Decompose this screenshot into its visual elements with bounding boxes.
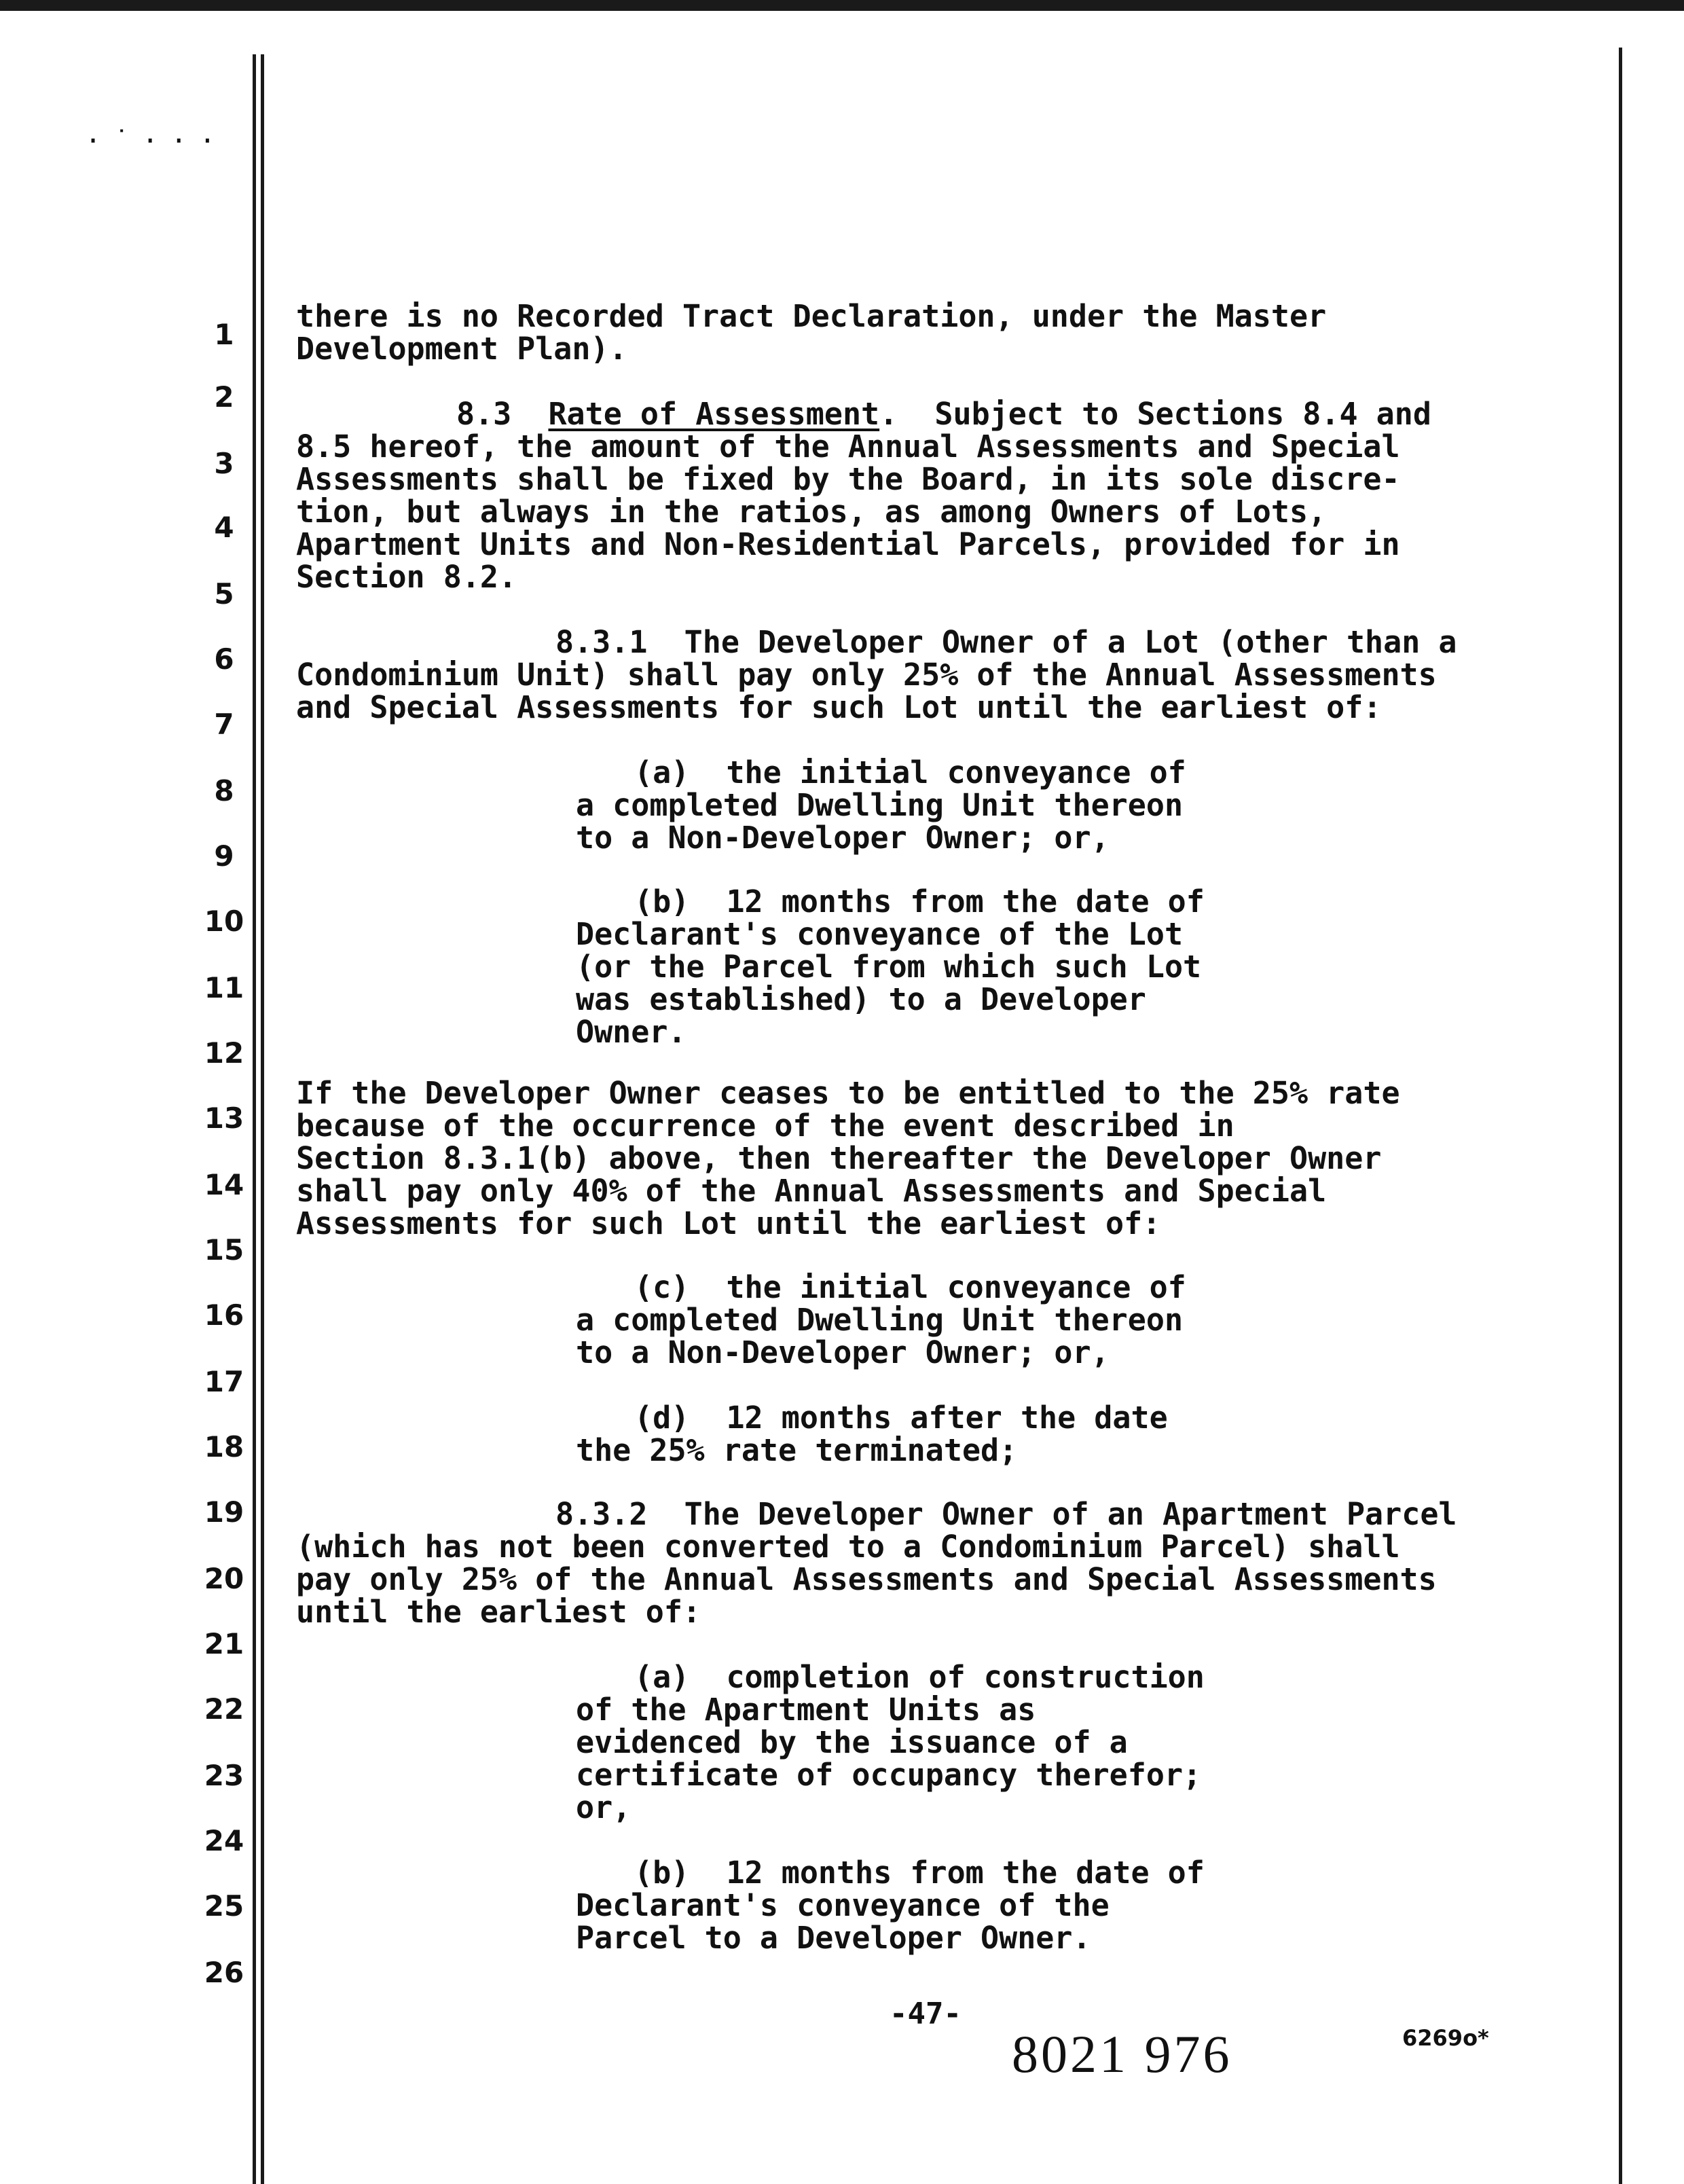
text-line: Assessments shall be fixed by the Board, in its sole discre- — [296, 461, 1400, 497]
line-number: 1 — [214, 318, 234, 351]
text-line: a completed Dwelling Unit thereon — [576, 787, 1184, 823]
text-line: (a) the initial conveyance of — [634, 754, 1186, 790]
text-line: because of the occurrence of the event described in — [296, 1108, 1234, 1144]
text-line: and Special Assessments for such Lot until the earliest of: — [296, 689, 1382, 725]
line-number: 9 — [214, 839, 234, 873]
text-line: 8.3.2 The Developer Owner of an Apartment Parcel — [555, 1496, 1457, 1532]
text-line: to a Non-Developer Owner; or, — [576, 1334, 1110, 1370]
line-number: 8 — [214, 774, 234, 807]
text-line: (or the Parcel from which such Lot — [576, 949, 1202, 985]
text-line: Section 8.2. — [296, 559, 517, 595]
line-number: 22 — [204, 1692, 244, 1726]
line-number: 19 — [204, 1495, 244, 1529]
text-line: (c) the initial conveyance of — [634, 1269, 1186, 1305]
section-heading-line — [456, 398, 1431, 431]
section-intro: . Subject to Sections 8.4 and — [879, 396, 1431, 432]
text-line: 8.5 hereof, the amount of the Annual Assessments and Special — [296, 429, 1400, 465]
line-number: 21 — [204, 1627, 244, 1660]
line-number: 16 — [204, 1298, 244, 1332]
line-number: 2 — [214, 380, 234, 414]
line-number: 26 — [204, 1956, 244, 1989]
text-line: of the Apartment Units as — [576, 1692, 1036, 1728]
text-line: 8.3.1 The Developer Owner of a Lot (other than a — [555, 624, 1457, 660]
line-number: 20 — [204, 1562, 244, 1595]
text-line: evidenced by the issuance of a — [576, 1724, 1128, 1760]
line-number: 7 — [214, 708, 234, 741]
line-number: 23 — [204, 1759, 244, 1792]
text-line: the 25% rate terminated; — [576, 1432, 1018, 1468]
line-number: 5 — [214, 577, 234, 611]
section-title: Rate of Assessment — [548, 396, 880, 432]
text-line: or, — [576, 1789, 632, 1825]
scan-specks: ·˙··· — [85, 126, 228, 157]
text-line: (b) 12 months from the date of — [634, 884, 1205, 920]
text-line: Declarant's conveyance of the — [576, 1887, 1110, 1923]
line-number: 6 — [214, 642, 234, 676]
text-line: Condominium Unit) shall pay only 25% of the Annual Assessments — [296, 657, 1437, 693]
line-number: 17 — [204, 1365, 244, 1398]
text-line: Section 8.3.1(b) above, then thereafter the Developer Owner — [296, 1140, 1382, 1176]
text-line: Development Plan). — [296, 331, 627, 367]
text-line: a completed Dwelling Unit thereon — [576, 1302, 1184, 1338]
text-line: until the earliest of: — [296, 1594, 701, 1630]
right-margin-rule — [1619, 48, 1622, 2184]
section-number: 8.3 — [456, 396, 512, 432]
line-number: 10 — [204, 905, 244, 938]
line-number: 25 — [204, 1889, 244, 1923]
text-line: If the Developer Owner ceases to be entitled to the 25% rate — [296, 1075, 1400, 1111]
recording-number: 8021 976 — [1012, 2024, 1232, 2083]
text-line: Declarant's conveyance of the Lot — [576, 916, 1184, 952]
line-number: 24 — [204, 1824, 244, 1857]
page-number: -47- — [890, 1997, 962, 2031]
text-line: certificate of occupancy therefor; — [576, 1757, 1202, 1793]
text-line: there is no Recorded Tract Declaration, under the Master — [296, 298, 1327, 334]
line-number: 14 — [204, 1168, 244, 1201]
text-line: Apartment Units and Non-Residential Parcels, provided for in — [296, 526, 1400, 562]
text-line: Owner. — [576, 1014, 687, 1050]
text-line: Parcel to a Developer Owner. — [576, 1920, 1091, 1956]
left-margin-rule-inner — [261, 54, 264, 2184]
line-number: 12 — [204, 1036, 244, 1070]
document-code: 6269o* — [1402, 2025, 1489, 2051]
line-number: 15 — [204, 1233, 244, 1267]
text-line: Assessments for such Lot until the earliest of: — [296, 1205, 1161, 1241]
line-number: 11 — [204, 971, 244, 1004]
line-number: 4 — [214, 511, 234, 544]
top-scan-edge — [0, 0, 1684, 11]
text-line: (which has not been converted to a Condominium Parcel) shall — [296, 1529, 1400, 1565]
line-number: 3 — [214, 447, 234, 480]
text-line: pay only 25% of the Annual Assessments and Special Assessments — [296, 1561, 1437, 1597]
text-line: tion, but always in the ratios, as among Owners of Lots, — [296, 494, 1327, 530]
text-line: to a Non-Developer Owner; or, — [576, 820, 1110, 856]
text-line: (d) 12 months after the date — [634, 1400, 1168, 1436]
text-line: (a) completion of construction — [634, 1659, 1205, 1695]
text-line: (b) 12 months from the date of — [634, 1855, 1205, 1891]
line-number: 18 — [204, 1430, 244, 1463]
text-line: was established) to a Developer — [576, 981, 1146, 1017]
text-line: shall pay only 40% of the Annual Assessments and Special — [296, 1173, 1327, 1209]
line-number: 13 — [204, 1102, 244, 1135]
